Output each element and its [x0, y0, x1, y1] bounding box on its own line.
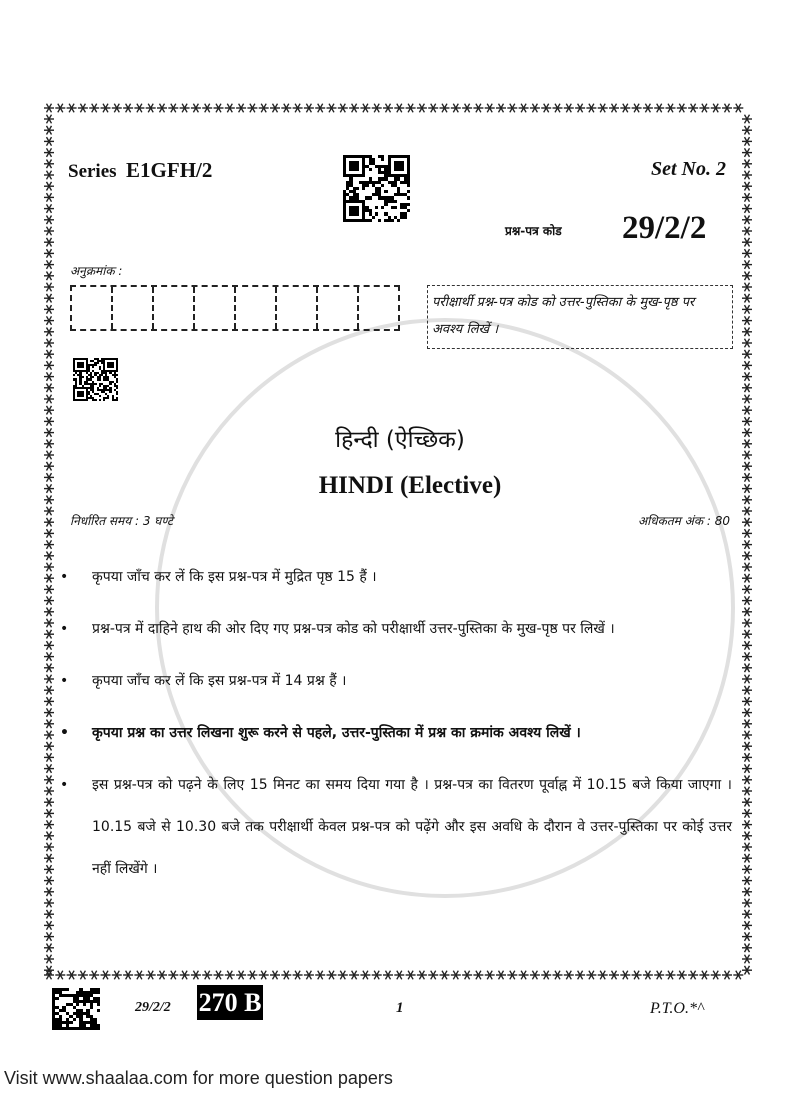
asterisk-mark: [383, 104, 393, 113]
asterisk-mark: [44, 876, 54, 885]
asterisk-mark: [742, 787, 752, 796]
asterisk-mark: [564, 971, 574, 980]
instruction-item: • कृपया जाँच कर लें कि इस प्रश्न-पत्र में मुद्रित पृष्ठ 15 हैं ।: [60, 569, 377, 585]
asterisk-mark: [372, 104, 382, 113]
asterisk-mark: [123, 971, 133, 980]
asterisk-mark: [44, 529, 54, 538]
asterisk-mark: [78, 971, 88, 980]
asterisk-mark: [742, 182, 752, 191]
asterisk-mark: [394, 104, 404, 113]
asterisk-mark: [44, 294, 54, 303]
asterisk-mark: [440, 104, 450, 113]
instruction-item-bold: • कृपया प्रश्न का उत्तर लिखना शुरू करने से पहले, उत्तर-पुस्तिका में प्रश्न का क्रमांक अवश्य लिखें ।: [60, 725, 581, 741]
asterisk-mark: [44, 596, 54, 605]
asterisk-mark: [553, 104, 563, 113]
asterisk-mark: [519, 104, 529, 113]
asterisk-mark: [742, 944, 752, 953]
asterisk-mark: [688, 104, 698, 113]
asterisk-mark: [742, 507, 752, 516]
asterisk-mark: [44, 339, 54, 348]
asterisk-mark: [711, 104, 721, 113]
asterisk-mark: [733, 971, 743, 980]
roll-number-label: अनुक्रमांक :: [70, 264, 123, 278]
asterisk-mark: [742, 148, 752, 157]
asterisk-mark: [473, 104, 483, 113]
asterisk-mark: [742, 619, 752, 628]
asterisk-mark: [44, 272, 54, 281]
asterisk-mark: [44, 971, 54, 980]
asterisk-mark: [202, 971, 212, 980]
asterisk-mark: [236, 104, 246, 113]
asterisk-mark: [44, 305, 54, 314]
asterisk-mark: [688, 971, 698, 980]
asterisk-mark: [742, 160, 752, 169]
asterisk-mark: [44, 798, 54, 807]
asterisk-mark: [742, 932, 752, 941]
asterisk-mark: [742, 372, 752, 381]
asterisk-mark: [44, 316, 54, 325]
asterisk-mark: [742, 664, 752, 673]
asterisk-mark: [44, 328, 54, 337]
asterisk-mark: [742, 171, 752, 180]
asterisk-mark: [168, 104, 178, 113]
asterisk-mark: [202, 104, 212, 113]
asterisk-mark: [112, 104, 122, 113]
asterisk-mark: [44, 753, 54, 762]
asterisk-mark: [541, 971, 551, 980]
asterisk-mark: [428, 104, 438, 113]
asterisk-mark: [225, 971, 235, 980]
asterisk-mark: [417, 104, 427, 113]
asterisk-mark: [327, 971, 337, 980]
asterisk-mark: [451, 104, 461, 113]
asterisk-mark: [44, 619, 54, 628]
instruction-item: • इस प्रश्न-पत्र को पढ़ने के लिए 15 मिनट का समय दिया गया है । प्रश्न-पत्र का वितरण पूर्वाह्न में 10.15 बजे किया जाएगा । 10.15 बजे से 10.30 बजे तक परीक्षार्थी केवल प्रश्न-पत्र को पढ़ेंगे और इस अवधि के दौरान वे उत्तर-पुस्तिका पर कोई उत्तर नहीं लिखेंगे ।: [60, 777, 732, 877]
asterisk-mark: [44, 731, 54, 740]
asterisk-mark: [349, 971, 359, 980]
asterisk-mark: [44, 395, 54, 404]
asterisk-mark: [44, 865, 54, 874]
asterisk-mark: [541, 104, 551, 113]
asterisk-mark: [44, 216, 54, 225]
asterisk-mark: [742, 820, 752, 829]
asterisk-mark: [44, 630, 54, 639]
asterisk-mark: [44, 697, 54, 706]
asterisk-mark: [742, 832, 752, 841]
asterisk-mark: [742, 294, 752, 303]
asterisk-mark: [44, 675, 54, 684]
asterisk-mark: [44, 115, 54, 124]
asterisk-mark: [742, 384, 752, 393]
asterisk-mark: [742, 809, 752, 818]
asterisk-mark: [44, 283, 54, 292]
asterisk-mark: [722, 971, 732, 980]
asterisk-mark: [44, 787, 54, 796]
asterisk-mark: [742, 731, 752, 740]
asterisk-mark: [742, 462, 752, 471]
asterisk-mark: [44, 260, 54, 269]
asterisk-mark: [44, 204, 54, 213]
asterisk-mark: [742, 798, 752, 807]
asterisk-mark: [123, 104, 133, 113]
qr-code: [343, 155, 410, 222]
asterisk-mark: [742, 227, 752, 236]
asterisk-mark: [485, 104, 495, 113]
small-qr-code: [73, 358, 118, 401]
asterisk-mark: [44, 372, 54, 381]
asterisk-mark: [304, 104, 314, 113]
asterisk-mark: [44, 406, 54, 415]
asterisk-mark: [473, 971, 483, 980]
asterisk-mark: [157, 971, 167, 980]
asterisk-mark: [530, 104, 540, 113]
asterisk-mark: [742, 540, 752, 549]
asterisk-mark: [44, 238, 54, 247]
asterisk-mark: [742, 921, 752, 930]
badge-270b: 270 B: [197, 985, 263, 1020]
asterisk-mark: [666, 104, 676, 113]
asterisk-mark: [742, 641, 752, 650]
asterisk-mark: [742, 339, 752, 348]
asterisk-mark: [168, 971, 178, 980]
asterisk-mark: [742, 899, 752, 908]
asterisk-mark: [44, 160, 54, 169]
asterisk-mark: [44, 888, 54, 897]
asterisk-mark: [654, 104, 664, 113]
asterisk-mark: [44, 910, 54, 919]
asterisk-mark: [44, 126, 54, 135]
asterisk-mark: [742, 753, 752, 762]
asterisk-mark: [496, 104, 506, 113]
maximum-marks: अधिकतम अंक : 80: [637, 514, 730, 528]
asterisk-mark: [270, 104, 280, 113]
asterisk-mark: [742, 966, 752, 975]
asterisk-mark: [742, 910, 752, 919]
asterisk-mark: [699, 971, 709, 980]
asterisk-mark: [101, 104, 111, 113]
asterisk-mark: [259, 104, 269, 113]
asterisk-mark: [44, 552, 54, 561]
asterisk-mark: [406, 971, 416, 980]
asterisk-mark: [742, 260, 752, 269]
asterisk-mark: [112, 971, 122, 980]
asterisk-mark: [742, 574, 752, 583]
asterisk-mark: [44, 921, 54, 930]
asterisk-mark: [742, 630, 752, 639]
asterisk-mark: [247, 971, 257, 980]
asterisk-mark: [44, 809, 54, 818]
asterisk-mark: [742, 888, 752, 897]
asterisk-mark: [191, 104, 201, 113]
asterisk-mark: [44, 585, 54, 594]
asterisk-mark: [44, 171, 54, 180]
asterisk-mark: [742, 652, 752, 661]
asterisk-mark: [462, 104, 472, 113]
asterisk-mark: [44, 708, 54, 717]
asterisk-mark: [157, 104, 167, 113]
asterisk-mark: [134, 971, 144, 980]
asterisk-mark: [742, 272, 752, 281]
instruction-item: • कृपया जाँच कर लें कि इस प्रश्न-पत्र में 14 प्रश्न हैं ।: [60, 673, 347, 689]
datamatrix-code: [52, 988, 100, 1030]
asterisk-mark: [78, 104, 88, 113]
asterisk-mark: [134, 104, 144, 113]
asterisk-mark: [462, 971, 472, 980]
asterisk-mark: [146, 104, 156, 113]
asterisk-mark: [742, 708, 752, 717]
asterisk-mark: [270, 971, 280, 980]
series-label: Series: [68, 161, 117, 182]
asterisk-mark: [485, 971, 495, 980]
asterisk-mark: [742, 843, 752, 852]
asterisk-mark: [214, 971, 224, 980]
asterisk-mark: [44, 843, 54, 852]
asterisk-mark: [315, 104, 325, 113]
asterisk-mark: [44, 686, 54, 695]
instruction-item: • प्रश्न-पत्र में दाहिने हाथ की ओर दिए गए प्रश्न-पत्र कोड को परीक्षार्थी उत्तर-पुस्तिका के मुख-पृष्ठ पर लिखें ।: [60, 621, 615, 637]
instructions-list: [60, 556, 732, 890]
asterisk-mark: [180, 971, 190, 980]
asterisk-mark: [598, 971, 608, 980]
asterisk-mark: [742, 955, 752, 964]
asterisk-mark: [586, 971, 596, 980]
asterisk-mark: [742, 529, 752, 538]
asterisk-mark: [304, 971, 314, 980]
asterisk-mark: [742, 876, 752, 885]
asterisk-mark: [742, 764, 752, 773]
asterisk-mark: [281, 971, 291, 980]
asterisk-mark: [742, 552, 752, 561]
asterisk-mark: [44, 540, 54, 549]
asterisk-mark: [406, 104, 416, 113]
asterisk-mark: [507, 971, 517, 980]
asterisk-mark: [44, 182, 54, 191]
asterisk-mark: [742, 328, 752, 337]
asterisk-mark: [440, 971, 450, 980]
paper-code: 29/2/2: [622, 210, 707, 246]
asterisk-mark: [575, 971, 585, 980]
asterisk-mark: [44, 652, 54, 661]
asterisk-mark: [44, 193, 54, 202]
asterisk-mark: [742, 204, 752, 213]
asterisk-mark: [360, 104, 370, 113]
series: [68, 158, 212, 183]
asterisk-mark: [44, 820, 54, 829]
asterisk-mark: [742, 563, 752, 572]
asterisk-mark: [89, 971, 99, 980]
asterisk-mark: [632, 104, 642, 113]
asterisk-mark: [55, 971, 65, 980]
asterisk-mark: [742, 608, 752, 617]
asterisk-mark: [742, 776, 752, 785]
asterisk-mark: [360, 971, 370, 980]
asterisk-mark: [338, 971, 348, 980]
series-code: E1GFH/2: [126, 158, 213, 182]
asterisk-mark: [699, 104, 709, 113]
time-allowed: निर्धारित समय : 3 घण्टे: [70, 514, 174, 528]
asterisk-mark: [722, 104, 732, 113]
asterisk-mark: [742, 697, 752, 706]
asterisk-mark: [742, 350, 752, 359]
asterisk-mark: [742, 518, 752, 527]
pto-label: P.T.O.*^: [650, 1000, 704, 1017]
asterisk-mark: [742, 283, 752, 292]
asterisk-mark: [742, 126, 752, 135]
asterisk-mark: [598, 104, 608, 113]
asterisk-mark: [44, 507, 54, 516]
asterisk-mark: [67, 104, 77, 113]
asterisk-mark: [632, 971, 642, 980]
asterisk-mark: [666, 971, 676, 980]
asterisk-mark: [44, 104, 54, 113]
asterisk-mark: [620, 971, 630, 980]
roll-number-boxes[interactable]: [70, 285, 400, 331]
asterisk-mark: [44, 944, 54, 953]
asterisk-mark: [44, 608, 54, 617]
asterisk-mark: [44, 776, 54, 785]
asterisk-mark: [349, 104, 359, 113]
asterisk-mark: [742, 137, 752, 146]
asterisk-mark: [236, 971, 246, 980]
asterisk-mark: [44, 720, 54, 729]
asterisk-mark: [338, 104, 348, 113]
asterisk-mark: [654, 971, 664, 980]
asterisk-mark: [191, 971, 201, 980]
asterisk-mark: [55, 104, 65, 113]
asterisk-mark: [643, 971, 653, 980]
asterisk-mark: [742, 238, 752, 247]
asterisk-mark: [44, 137, 54, 146]
asterisk-mark: [742, 854, 752, 863]
asterisk-mark: [742, 361, 752, 370]
asterisk-mark: [742, 585, 752, 594]
asterisk-mark: [496, 971, 506, 980]
asterisk-mark: [742, 305, 752, 314]
asterisk-mark: [67, 971, 77, 980]
asterisk-mark: [383, 971, 393, 980]
asterisk-mark: [742, 115, 752, 124]
asterisk-mark: [180, 104, 190, 113]
site-note: Visit www.shaalaa.com for more question papers: [4, 1068, 393, 1088]
asterisk-mark: [259, 971, 269, 980]
asterisk-mark: [146, 971, 156, 980]
asterisk-mark: [742, 316, 752, 325]
paper-code-label: प्रश्न-पत्र कोड: [505, 224, 562, 238]
asterisk-mark: [44, 854, 54, 863]
asterisk-mark: [742, 742, 752, 751]
asterisk-mark: [742, 249, 752, 258]
asterisk-mark: [677, 104, 687, 113]
asterisk-mark: [742, 406, 752, 415]
asterisk-mark: [564, 104, 574, 113]
asterisk-mark: [44, 664, 54, 673]
asterisk-mark: [530, 971, 540, 980]
asterisk-mark: [44, 227, 54, 236]
title-hindi: हिन्दी (ऐच्छिक): [335, 427, 465, 453]
title-english: HINDI (Elective): [318, 472, 502, 499]
asterisk-mark: [643, 104, 653, 113]
asterisk-mark: [609, 104, 619, 113]
asterisk-mark: [742, 216, 752, 225]
asterisk-mark: [293, 104, 303, 113]
asterisk-mark: [428, 971, 438, 980]
page-number: 1: [396, 1000, 404, 1016]
asterisk-mark: [372, 971, 382, 980]
asterisk-mark: [44, 350, 54, 359]
asterisk-mark: [44, 563, 54, 572]
asterisk-mark: [742, 865, 752, 874]
asterisk-mark: [44, 249, 54, 258]
footer-paper-code: 29/2/2: [135, 1000, 171, 1015]
asterisk-mark: [677, 971, 687, 980]
asterisk-mark: [44, 384, 54, 393]
asterisk-mark: [742, 193, 752, 202]
asterisk-mark: [214, 104, 224, 113]
asterisk-mark: [519, 971, 529, 980]
asterisk-mark: [293, 971, 303, 980]
paper-code-notice: परीक्षार्थी प्रश्न-पत्र कोड को उत्तर-पुस्तिका के मुख-पृष्ठ पर अवश्य लिखें ।: [427, 285, 733, 349]
asterisk-mark: [44, 932, 54, 941]
asterisk-mark: [620, 104, 630, 113]
asterisk-mark: [225, 104, 235, 113]
asterisk-mark: [742, 686, 752, 695]
asterisk-mark: [44, 641, 54, 650]
asterisk-mark: [733, 104, 743, 113]
asterisk-mark: [44, 832, 54, 841]
asterisk-mark: [417, 971, 427, 980]
asterisk-mark: [44, 966, 54, 975]
asterisk-mark: [44, 764, 54, 773]
set-number: Set No. 2: [651, 158, 726, 180]
asterisk-mark: [247, 104, 257, 113]
asterisk-mark: [44, 148, 54, 157]
asterisk-mark: [315, 971, 325, 980]
asterisk-mark: [742, 395, 752, 404]
asterisk-mark: [394, 971, 404, 980]
asterisk-mark: [742, 596, 752, 605]
asterisk-mark: [44, 899, 54, 908]
asterisk-mark: [553, 971, 563, 980]
asterisk-mark: [609, 971, 619, 980]
asterisk-mark: [101, 971, 111, 980]
asterisk-mark: [44, 742, 54, 751]
asterisk-mark: [281, 104, 291, 113]
asterisk-mark: [575, 104, 585, 113]
asterisk-mark: [451, 971, 461, 980]
asterisk-mark: [89, 104, 99, 113]
asterisk-mark: [44, 574, 54, 583]
asterisk-mark: [742, 720, 752, 729]
asterisk-mark: [44, 518, 54, 527]
asterisk-mark: [44, 361, 54, 370]
asterisk-mark: [44, 955, 54, 964]
asterisk-mark: [507, 104, 517, 113]
asterisk-mark: [586, 104, 596, 113]
asterisk-mark: [44, 462, 54, 471]
asterisk-mark: [742, 675, 752, 684]
asterisk-mark: [327, 104, 337, 113]
asterisk-mark: [711, 971, 721, 980]
